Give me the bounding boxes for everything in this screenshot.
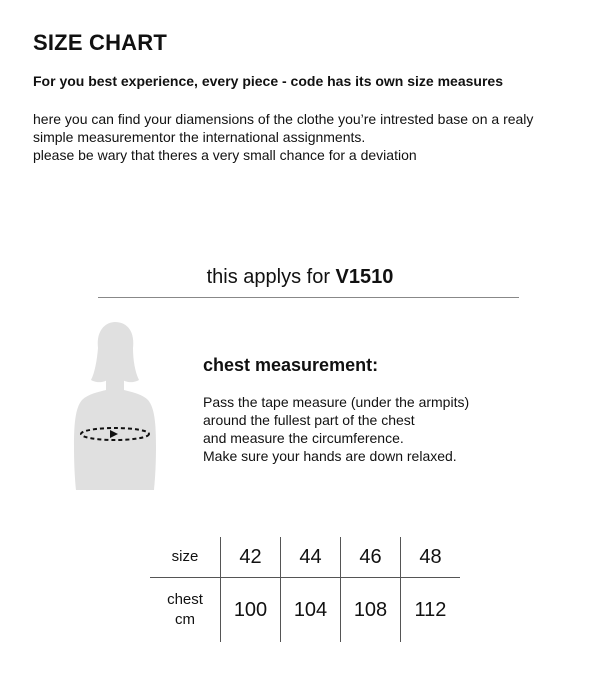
size-table	[150, 537, 460, 642]
instruction-line: and measure the circumference.	[203, 430, 404, 446]
measurement-instructions	[203, 393, 469, 465]
instruction-line: around the fullest part of the chest	[203, 412, 415, 428]
page-title: SIZE CHART	[33, 30, 167, 55]
chest-unit: cm	[175, 611, 195, 628]
chest-label: chest	[167, 591, 203, 608]
size-cell: 44	[281, 537, 341, 578]
size-cell: 48	[401, 537, 461, 578]
divider	[98, 297, 519, 298]
size-cell: 42	[221, 537, 281, 578]
chest-cell: 100	[221, 578, 281, 643]
female-torso-chest-tape-icon	[60, 316, 170, 496]
intro-line: please be wary that theres a very small chance for a deviation	[33, 147, 417, 163]
page-subtitle: For you best experience, every piece - code has its own size measures	[33, 73, 503, 89]
size-row-label: size	[150, 537, 221, 578]
intro-line: simple measurementor the international assignments.	[33, 129, 366, 145]
table-row-chest	[150, 578, 460, 643]
table-row-size	[150, 537, 460, 578]
chest-cell: 104	[281, 578, 341, 643]
instruction-line: Pass the tape measure (under the armpits)	[203, 394, 470, 410]
chest-cell: 108	[341, 578, 401, 643]
size-cell: 46	[341, 537, 401, 578]
intro-line: here you can find your diamensions of the clothe you’re intrested base on a realy	[33, 111, 534, 127]
chest-row-label	[150, 578, 221, 643]
applies-prefix: this applys for	[206, 266, 336, 288]
applies-heading	[0, 266, 600, 289]
measurement-title: chest measurement:	[203, 355, 379, 375]
instruction-line: Make sure your hands are down relaxed.	[203, 448, 457, 464]
chest-cell: 112	[414, 598, 447, 621]
intro-text	[33, 110, 578, 164]
product-code: V1510	[335, 266, 394, 288]
